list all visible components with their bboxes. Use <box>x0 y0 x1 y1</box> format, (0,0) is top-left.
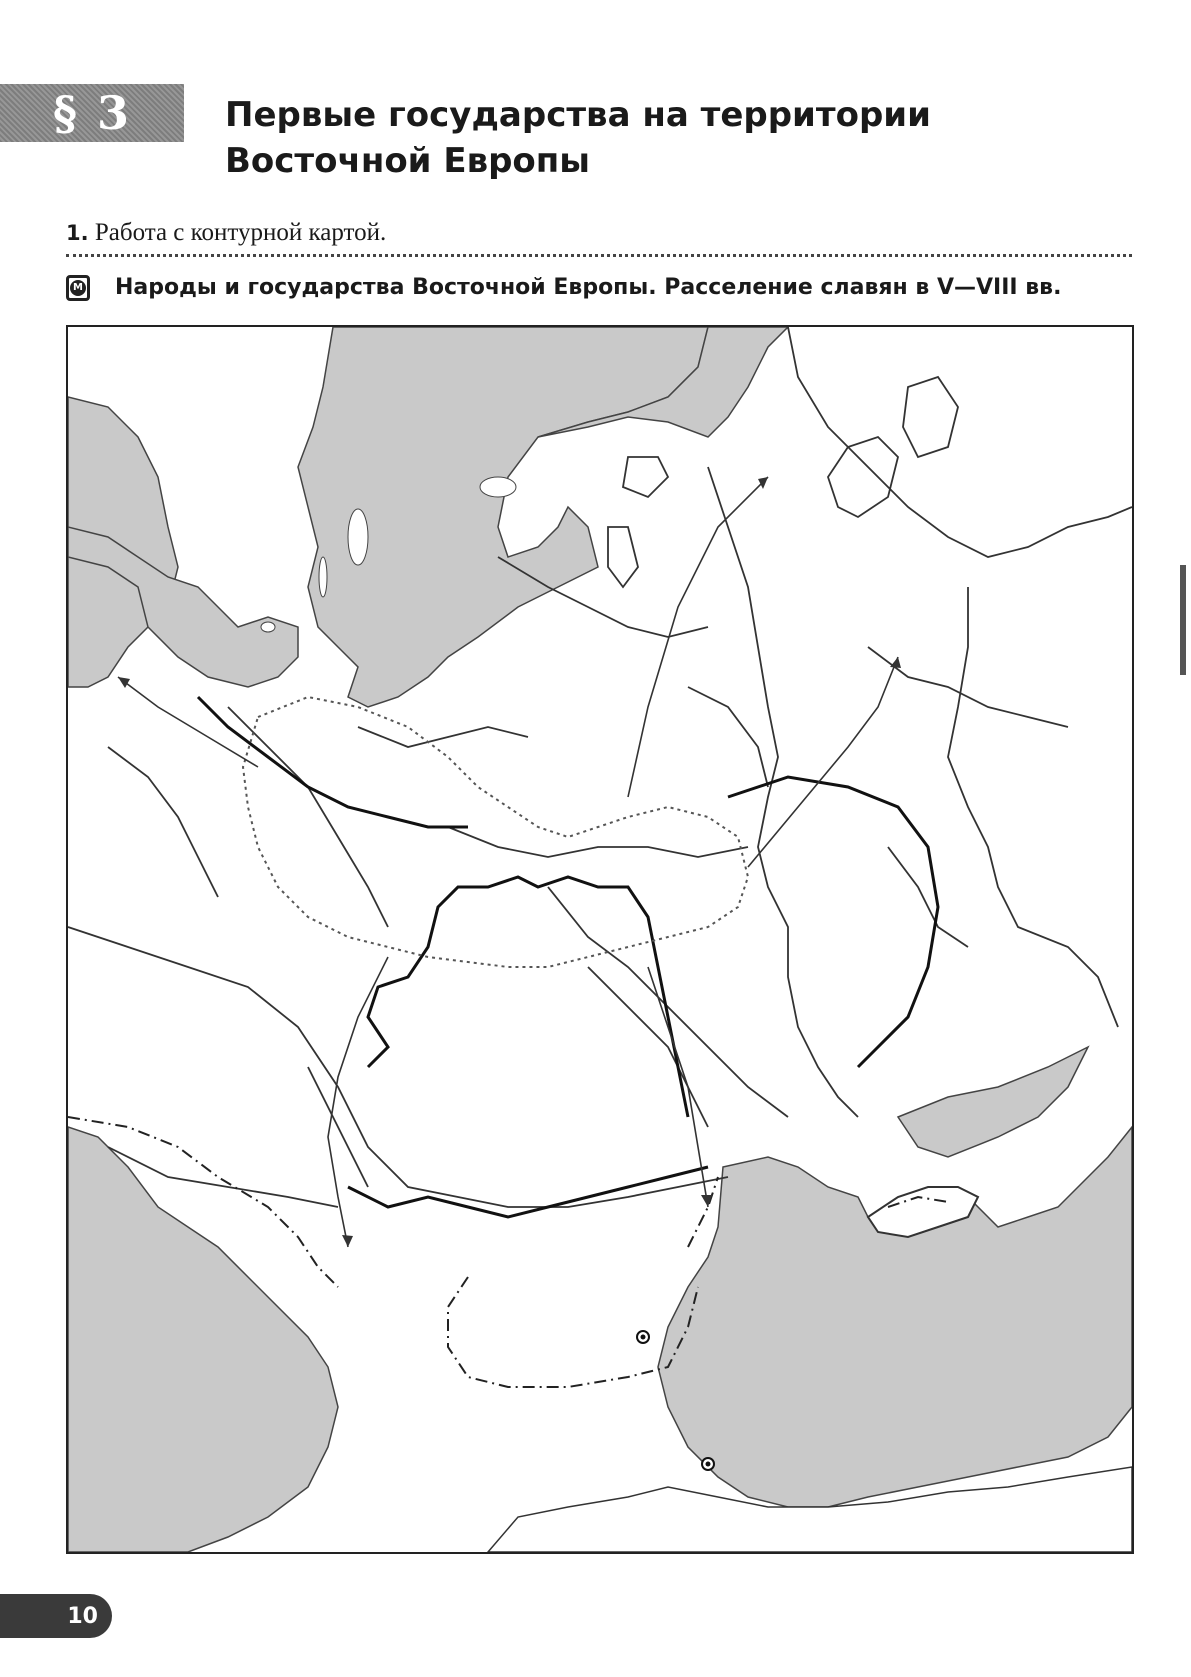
arrow-north-east <box>748 657 898 867</box>
rivers <box>68 327 1132 1207</box>
title-line-1: Первые государства на территории <box>225 95 931 135</box>
page-title <box>225 92 985 184</box>
river-don <box>948 587 1118 1027</box>
river-pripyat <box>448 827 748 857</box>
section-badge <box>0 84 184 142</box>
river-seversky-donets <box>888 847 968 947</box>
river-lake-ilmen <box>623 457 668 497</box>
map-subtitle: Народы и государства Восточной Европы. Расселение славян в V—VIII вв. <box>115 275 1062 300</box>
river-neman <box>358 727 528 747</box>
slavic-homeland-outline <box>243 697 748 967</box>
sea-black <box>658 1127 1132 1507</box>
sea-azov <box>898 1047 1088 1157</box>
dotted-divider <box>66 254 1132 257</box>
island-gotland <box>348 509 368 565</box>
river-oder <box>108 747 218 897</box>
page-number: 10 <box>67 1603 98 1629</box>
borders <box>198 697 938 1217</box>
page-number-badge <box>0 1594 112 1638</box>
arrowhead-north-east <box>890 657 901 668</box>
arrowhead-south-west <box>342 1235 353 1247</box>
arrow-south <box>648 967 708 1207</box>
arrowhead-north-west <box>118 677 130 688</box>
task-number: 1. <box>66 221 89 245</box>
river-volga <box>788 327 1132 557</box>
river-lake-peipus <box>608 527 638 587</box>
island-bornholm <box>261 622 275 632</box>
task-text: Работа с контурной картой. <box>94 219 387 246</box>
arrow-north-west <box>118 677 258 767</box>
border-khazar <box>728 777 938 1067</box>
contour-map-svg <box>68 327 1132 1552</box>
river-lake-ladoga <box>828 437 898 517</box>
river-dniester <box>548 887 788 1117</box>
contour-map[interactable] <box>66 325 1134 1554</box>
title-line-2: Восточной Европы <box>225 141 591 181</box>
river-dnieper <box>708 467 858 1117</box>
section-number: § 3 <box>52 86 132 140</box>
river-lake-onega <box>903 377 958 457</box>
island-oland <box>319 557 327 597</box>
arrow-north <box>628 477 768 797</box>
border-carpathians <box>368 877 688 1117</box>
sea-adriatic <box>68 1127 338 1552</box>
map-icon <box>66 275 90 301</box>
map-icon-letter: M <box>70 280 86 296</box>
task-heading <box>66 219 386 247</box>
island-saaremaa <box>480 477 516 497</box>
arrowhead-north <box>758 477 768 489</box>
page-edge-mark <box>1180 565 1186 675</box>
river-desna <box>688 687 768 787</box>
